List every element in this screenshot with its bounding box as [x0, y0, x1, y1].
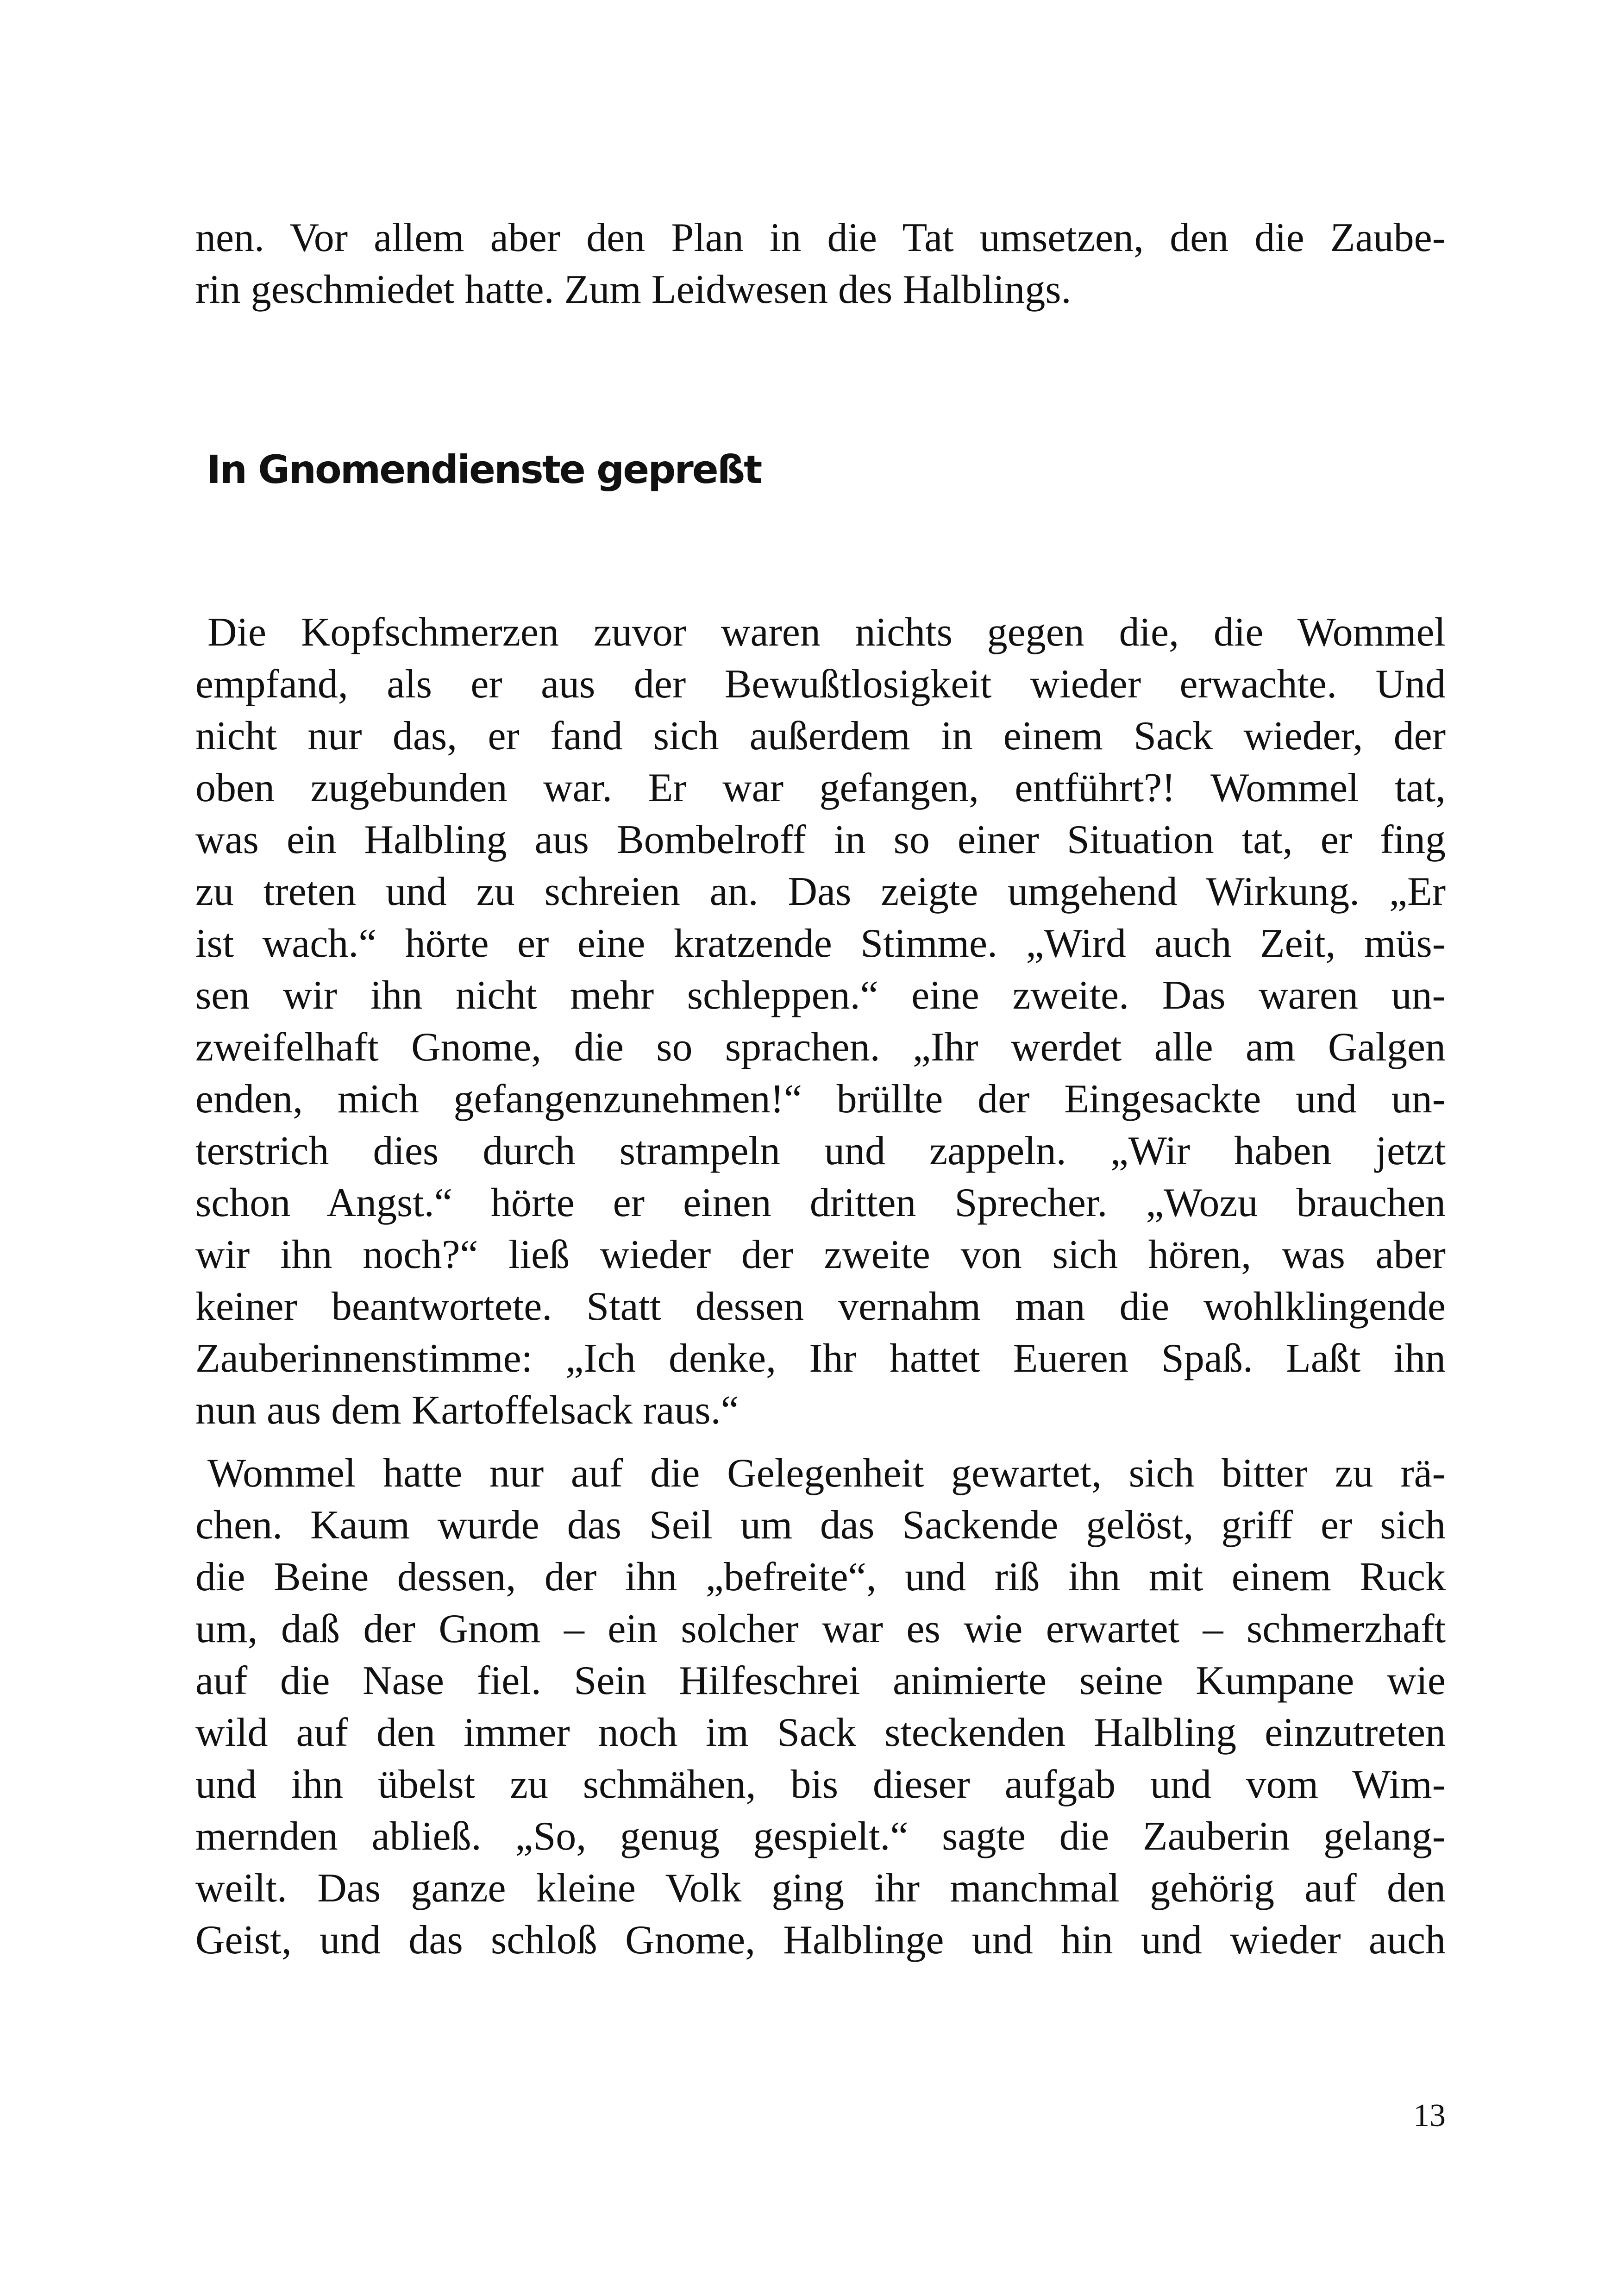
- text-line: sen wir ihn nicht mehr schleppen.“ eine zweite. Das waren un-: [195, 973, 1446, 1018]
- paragraph: [195, 1448, 1446, 1966]
- text-line: was ein Halbling aus Bombelroff in so einer Situation tat, er fing: [195, 817, 1446, 862]
- text-line: zweifelhaft Gnome, die so sprachen. „Ihr werdet alle am Galgen: [195, 1025, 1446, 1070]
- text-line: nun aus dem Kartoffelsack raus.“: [195, 1388, 739, 1433]
- text-line: enden, mich gefangenzunehmen!“ brüllte der Eingesackte und un-: [195, 1077, 1446, 1122]
- text-line: ist wach.“ hörte er eine kratzende Stimme. „Wird auch Zeit, müs-: [195, 921, 1446, 966]
- text-line: terstrich dies durch strampeln und zappeln. „Wir haben jetzt: [195, 1129, 1446, 1173]
- text-line: um, daß der Gnom – ein solcher war es wie erwartet – schmerzhaft: [195, 1606, 1446, 1651]
- text-line: oben zugebunden war. Er war gefangen, entführt?! Wommel tat,: [195, 765, 1446, 810]
- text-line: Wommel hatte nur auf die Gelegenheit gewartet, sich bitter zu rä-: [207, 1451, 1446, 1496]
- text-line: auf die Nase fiel. Sein Hilfeschrei animierte seine Kumpane wie: [195, 1658, 1446, 1703]
- section-heading: In Gnomendienste gepreßt: [207, 447, 761, 492]
- text-line: rin geschmiedet hatte. Zum Leidwesen des Halblings.: [195, 267, 1072, 312]
- text-line: mernden abließ. „So, genug gespielt.“ sagte die Zauberin gelang-: [195, 1814, 1446, 1859]
- text-line: Die Kopfschmerzen zuvor waren nichts gegen die, die Wommel: [207, 610, 1446, 655]
- text-line: Geist, und das schloß Gnome, Halblinge und hin und wieder auch: [195, 1918, 1446, 1963]
- paragraph: [195, 607, 1446, 1437]
- page-number: 13: [1413, 2098, 1446, 2133]
- text-line: wild auf den immer noch im Sack steckenden Halbling einzutreten: [195, 1710, 1446, 1755]
- continued-paragraph: [195, 212, 1446, 316]
- text-line: nicht nur das, er fand sich außerdem in einem Sack wieder, der: [195, 714, 1446, 759]
- text-line: zu treten und zu schreien an. Das zeigte umgehend Wirkung. „Er: [195, 869, 1446, 914]
- text-line: schon Angst.“ hörte er einen dritten Sprecher. „Wozu brauchen: [195, 1180, 1446, 1225]
- text-line: weilt. Das ganze kleine Volk ging ihr manchmal gehörig auf den: [195, 1866, 1446, 1911]
- text-line: wir ihn noch?“ ließ wieder der zweite von sich hören, was aber: [195, 1232, 1446, 1277]
- text-line: chen. Kaum wurde das Seil um das Sackende gelöst, griff er sich: [195, 1503, 1446, 1548]
- text-line: empfand, als er aus der Bewußtlosigkeit wieder erwachte. Und: [195, 662, 1446, 707]
- text-line: Zauberinnenstimme: „Ich denke, Ihr hattet Eueren Spaß. Laßt ihn: [195, 1336, 1446, 1381]
- text-line: nen. Vor allem aber den Plan in die Tat umsetzen, den die Zaube-: [195, 215, 1446, 260]
- text-line: die Beine dessen, der ihn „befreite“, und riß ihn mit einem Ruck: [195, 1555, 1446, 1600]
- text-line: und ihn übelst zu schmähen, bis dieser aufgab und vom Wim-: [195, 1762, 1446, 1807]
- text-line: keiner beantwortete. Statt dessen vernahm man die wohlklingende: [195, 1284, 1446, 1329]
